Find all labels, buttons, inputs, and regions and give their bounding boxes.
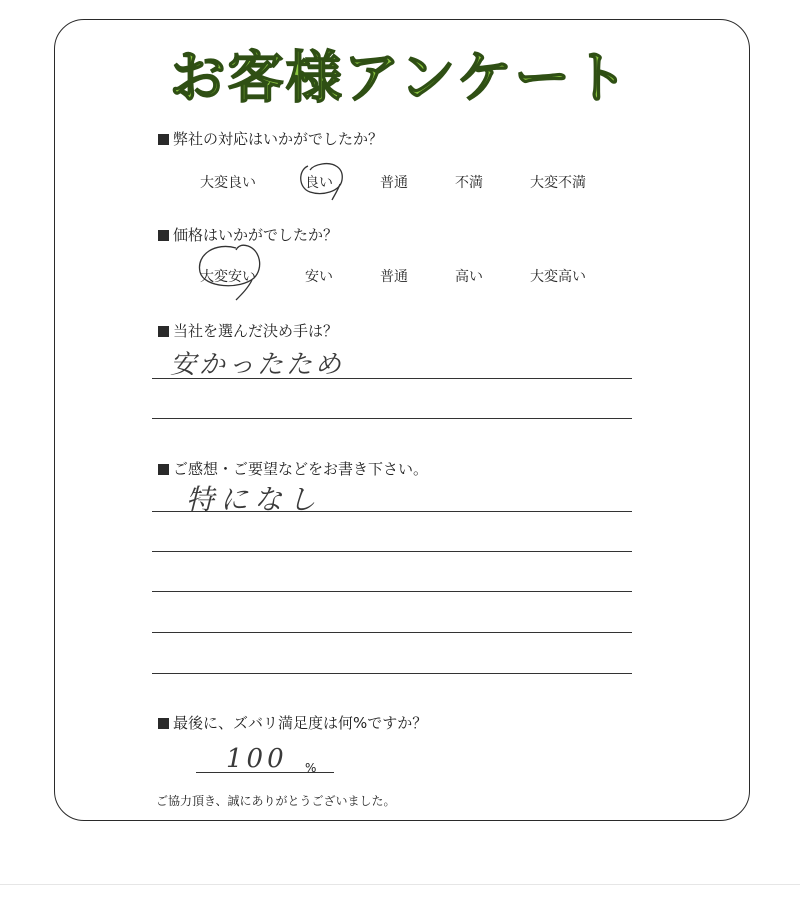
percent-unit: %: [305, 761, 317, 775]
selection-circle-q2: [190, 240, 270, 302]
answer-line: [152, 418, 632, 419]
q2-option-1[interactable]: 大変安い: [200, 269, 256, 285]
question-4-label: ご感想・ご要望などをお書き下さい。: [173, 460, 429, 478]
square-bullet-icon: [158, 464, 169, 475]
question-1: [158, 128, 383, 149]
question-1-label: 弊社の対応はいかがでしたか？: [173, 130, 384, 148]
square-bullet-icon: [158, 230, 169, 241]
q5-handwritten-answer: 100: [226, 744, 288, 774]
q2-option-2[interactable]: 安い: [305, 269, 333, 285]
q2-option-4[interactable]: 高い: [455, 269, 483, 285]
question-5: [158, 712, 427, 733]
answer-line: [152, 551, 632, 552]
square-bullet-icon: [158, 718, 169, 729]
question-5-label: 最後に、ズバリ満足度は何%ですか？: [173, 714, 428, 732]
square-bullet-icon: [158, 134, 169, 145]
thanks-message: ご協力頂き、誠にありがとうございました。: [156, 794, 396, 808]
answer-line: [152, 632, 632, 633]
q1-option-1[interactable]: 大変良い: [200, 175, 256, 191]
selection-circle-q1: [294, 158, 354, 204]
q4-handwritten-answer: 特になし: [186, 483, 323, 516]
question-3: [158, 320, 338, 341]
q1-option-3[interactable]: 普通: [380, 175, 408, 191]
answer-line: [152, 378, 632, 379]
page-divider: [0, 884, 800, 885]
q2-option-5[interactable]: 大変高い: [530, 269, 586, 285]
answer-line: [152, 673, 632, 674]
question-3-label: 当社を選んだ決め手は？: [173, 322, 339, 340]
question-4: [158, 458, 428, 479]
q2-option-3[interactable]: 普通: [380, 269, 408, 285]
question-2-label: 価格はいかがでしたか？: [173, 226, 339, 244]
q1-option-4[interactable]: 不満: [455, 175, 483, 191]
answer-line: [152, 591, 632, 592]
square-bullet-icon: [158, 326, 169, 337]
q3-handwritten-answer: 安かったため: [170, 350, 345, 380]
q1-option-5[interactable]: 大変不満: [530, 175, 586, 191]
survey-title: お客様アンケート: [169, 46, 631, 111]
answer-line: [152, 511, 632, 512]
q1-option-2[interactable]: 良い: [305, 175, 333, 191]
